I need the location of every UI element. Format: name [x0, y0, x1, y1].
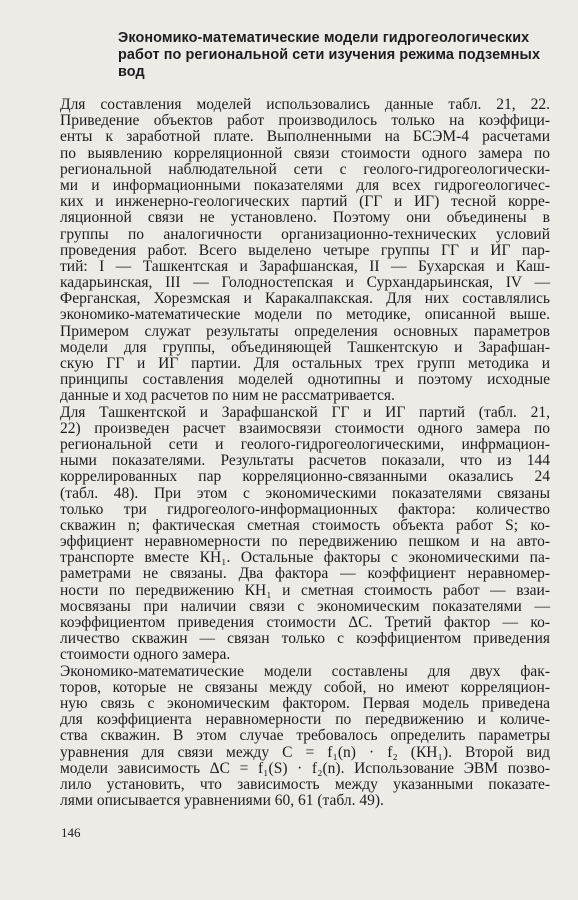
text-line: личество скважин — связан только с коэффициентом приведения	[60, 630, 550, 648]
text-line: мосвязаны при наличии связи с экономическим показателями —	[60, 597, 550, 615]
text-line: по выявлению корреляционной связи стоимости одного замера по	[60, 144, 550, 162]
text-line: уравнения для связи между C = f₁(n) · f₂ (КН₁). Второй вид	[60, 743, 550, 761]
text-line: 22) произведен расчет взаимосвязи стоимости одного замера по	[60, 419, 550, 437]
text-line: енты к заработной плате. Выполненными на БСЭМ-4 расчетами	[60, 128, 550, 146]
text-line: Для составления моделей использовались данные табл. 21, 22.	[60, 96, 550, 113]
text-line: модели зависимость ΔC = f₁(S) · f₂(n). Использование ЭВМ позво-	[60, 759, 550, 777]
text-line: Для Ташкентской и Зарафшанской ГГ и ИГ партий (табл. 21,	[60, 403, 550, 421]
text-line: эффициент неравномерности по передвижению пешком и на авто-	[60, 533, 550, 551]
body-text	[60, 97, 550, 809]
paragraph	[60, 405, 550, 664]
text-line: торов, которые не связаны между собой, но имеют корреляцион-	[60, 678, 550, 696]
text-line: проведения работ. Всего выделено четыре группы ГГ и ИГ пар-	[60, 241, 550, 259]
text-line: раметрами не связаны. Два фактора — коэффициент неравномер-	[60, 565, 550, 583]
paragraph	[60, 664, 550, 810]
text-line: Экономико-математические модели составлены для двух фак-	[60, 662, 550, 680]
text-line: стоимости одного замера.	[60, 646, 231, 664]
text-line: ляционной связи не установлено. Поэтому они объединены в	[60, 209, 550, 227]
text-line: кадарьинская, III — Голодностепская и Сурхандарьинская, IV —	[60, 274, 550, 292]
text-line: группы по аналогичности организационно-технических условий	[60, 225, 550, 243]
text-line: экономико-математические модели по методике, описанной выше.	[60, 306, 550, 324]
text-line: для коэффициента неравномерности по передвижению и количе-	[60, 711, 550, 729]
text-line: ких и инженерно-геологических партий (ГГ и ИГ) тесной корре-	[60, 193, 550, 211]
text-line: коррелированных пар корреляционно-связанными оказались 24	[60, 468, 550, 486]
text-line: Ферганская, Хорезмская и Каракалпакская. Для них составлялись	[60, 290, 550, 308]
text-line: коэффициентом приведения стоимости ΔC. Третий фактор — ко-	[60, 614, 550, 631]
text-line: лило установить, что зависимость между указанными показате-	[60, 775, 550, 793]
text-line: Примером служат результаты определения основных параметров	[60, 322, 550, 340]
text-line: ства скважин. В этом случае требовалось определить параметры	[60, 727, 550, 745]
text-line: Приведение объектов работ производилось только на коэффици-	[60, 112, 550, 130]
text-line: скважин n; фактическая сметная стоимость объекта работ S; ко-	[60, 516, 550, 534]
text-line: модели для группы, объединяющей Ташкентскую и Зарафшан-	[60, 338, 550, 356]
text-line: региональной сети и геолого-гидрогеологическими, инфрмацион-	[60, 435, 550, 453]
text-line: ными показателями. Результаты расчетов показали, что из 144	[60, 452, 550, 470]
text-line: принципы составления моделей однотипны и поэтому исходные	[60, 371, 550, 389]
paragraph	[60, 97, 550, 405]
text-line: региональной наблюдательной сети с геолого-гидрогеологически-	[60, 160, 550, 178]
page-number: 146	[61, 825, 81, 840]
heading-line: Экономико-математические модели гидрогеологических	[118, 30, 530, 46]
text-line: ную связь с экономическим фактором. Первая модель приведена	[60, 694, 550, 712]
text-line: тий: I — Ташкентская и Зарафшанская, II — Бухарская и Каш-	[60, 257, 550, 275]
text-line: лями описывается уравнениями 60, 61 (табл. 49).	[60, 792, 384, 810]
text-line: данные и ход расчетов по ним не рассматривается.	[60, 387, 395, 405]
text-line: транспорте вместе КН₁. Остальные факторы с экономическими па-	[60, 549, 550, 567]
section-heading	[118, 30, 541, 81]
text-line: скую ГГ и ИГ партии. Для остальных трех групп методика и	[60, 355, 550, 372]
text-line: ми и информационными показателями для всех гидрогеологичес-	[60, 176, 550, 194]
heading-line: вод	[118, 64, 145, 80]
text-line: только три гидрогеолого-информационных фактора: количество	[60, 500, 550, 518]
text-line: ности по передвижению КН₁ и сметная стоимость работ — взаи-	[60, 581, 550, 599]
text-line: (табл. 48). При этом с экономическими показателями связаны	[60, 484, 550, 502]
heading-line: работ по региональной сети изучения режима подземных	[118, 47, 541, 63]
